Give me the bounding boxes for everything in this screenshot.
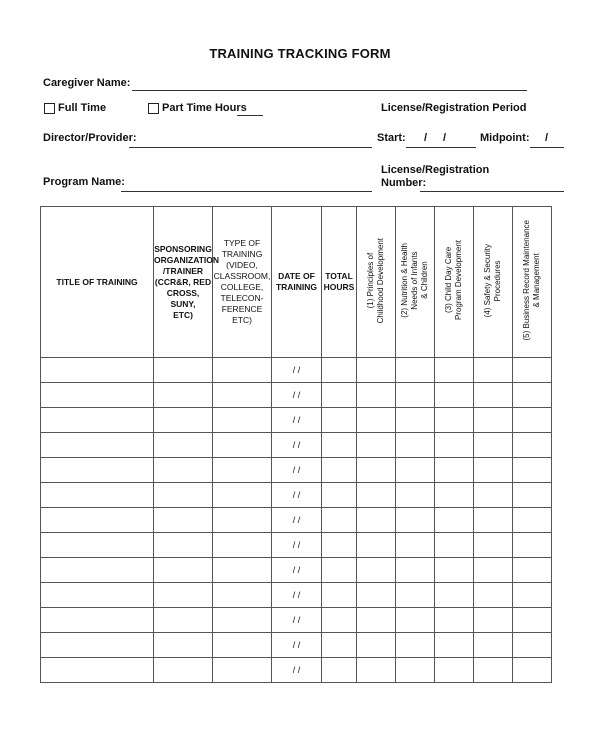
header-nutrition-health: (2) Nutrition & Health Needs of Infants & Children <box>396 207 435 358</box>
table-cell[interactable] <box>322 658 357 683</box>
license-number-label: License/Registration Number: <box>381 164 490 189</box>
table-row <box>41 383 552 408</box>
table-cell[interactable] <box>513 658 552 683</box>
table-cell[interactable] <box>513 508 552 533</box>
table-row <box>41 633 552 658</box>
table-cell[interactable] <box>357 583 396 608</box>
table-cell[interactable] <box>474 433 513 458</box>
table-cell[interactable] <box>513 608 552 633</box>
table-cell[interactable] <box>322 433 357 458</box>
full-time-label: Full Time <box>58 102 107 114</box>
start-date-slash-2: / <box>443 132 447 144</box>
table-cell[interactable] <box>513 633 552 658</box>
table-cell[interactable] <box>396 358 435 383</box>
table-cell[interactable] <box>154 383 213 408</box>
table-cell[interactable] <box>154 533 213 558</box>
table-cell[interactable] <box>474 408 513 433</box>
table-row <box>41 408 552 433</box>
table-cell[interactable] <box>513 458 552 483</box>
date-cell[interactable]: / / <box>272 433 322 458</box>
director-provider-label: Director/Provider: <box>43 132 137 144</box>
table-row <box>41 483 552 508</box>
header-total-hours: TOTAL HOURS <box>322 207 357 358</box>
table-cell[interactable] <box>213 533 272 558</box>
start-date-field[interactable] <box>406 147 476 148</box>
date-cell[interactable]: / / <box>272 533 322 558</box>
table-cell[interactable] <box>154 433 213 458</box>
table-cell[interactable] <box>435 608 474 633</box>
program-name-label: Program Name: <box>43 176 125 188</box>
table-cell[interactable] <box>322 558 357 583</box>
part-time-hours-field[interactable] <box>237 115 263 116</box>
table-cell[interactable] <box>396 508 435 533</box>
license-period-label: License/Registration Period <box>381 102 527 114</box>
date-cell[interactable]: / / <box>272 658 322 683</box>
table-cell[interactable] <box>41 433 154 458</box>
table-cell[interactable] <box>396 558 435 583</box>
table-cell[interactable] <box>474 633 513 658</box>
table-cell[interactable] <box>474 483 513 508</box>
table-cell[interactable] <box>435 558 474 583</box>
table-cell[interactable] <box>213 458 272 483</box>
table-cell[interactable] <box>435 408 474 433</box>
table-cell[interactable] <box>513 358 552 383</box>
table-cell[interactable] <box>435 533 474 558</box>
table-cell[interactable] <box>154 583 213 608</box>
date-cell[interactable]: / / <box>272 458 322 483</box>
table-cell[interactable] <box>513 558 552 583</box>
table-cell[interactable] <box>41 483 154 508</box>
table-cell[interactable] <box>435 458 474 483</box>
table-cell[interactable] <box>357 633 396 658</box>
table-cell[interactable] <box>357 608 396 633</box>
table-cell[interactable] <box>357 483 396 508</box>
date-cell[interactable]: / / <box>272 583 322 608</box>
table-cell[interactable] <box>322 358 357 383</box>
table-cell[interactable] <box>396 633 435 658</box>
training-table <box>40 206 552 683</box>
start-label: Start: <box>377 132 406 144</box>
table-cell[interactable] <box>435 508 474 533</box>
table-cell[interactable] <box>322 533 357 558</box>
table-cell[interactable] <box>435 383 474 408</box>
table-cell[interactable] <box>474 458 513 483</box>
table-cell[interactable] <box>41 408 154 433</box>
table-cell[interactable] <box>41 508 154 533</box>
header-program-development: (3) Child Day Care Program Development <box>435 207 474 358</box>
table-cell[interactable] <box>357 558 396 583</box>
table-row <box>41 583 552 608</box>
table-cell[interactable] <box>322 583 357 608</box>
table-row <box>41 533 552 558</box>
table-cell[interactable] <box>435 658 474 683</box>
date-cell[interactable]: / / <box>272 608 322 633</box>
table-cell[interactable] <box>213 508 272 533</box>
table-cell[interactable] <box>474 608 513 633</box>
table-cell[interactable] <box>41 533 154 558</box>
table-cell[interactable] <box>213 608 272 633</box>
table-cell[interactable] <box>357 508 396 533</box>
form-title: TRAINING TRACKING FORM <box>209 46 391 61</box>
table-row <box>41 358 552 383</box>
table-cell[interactable] <box>357 383 396 408</box>
table-cell[interactable] <box>513 583 552 608</box>
table-cell[interactable] <box>474 658 513 683</box>
table-cell[interactable] <box>41 633 154 658</box>
table-cell[interactable] <box>396 583 435 608</box>
table-cell[interactable] <box>357 433 396 458</box>
header-type-of-training: TYPE OF TRAINING (VIDEO, CLASSROOM, COLLEGE, TELECON- FERENCE ETC) <box>213 207 272 358</box>
table-cell[interactable] <box>435 433 474 458</box>
table-cell[interactable] <box>513 433 552 458</box>
table-cell[interactable] <box>396 433 435 458</box>
table-row <box>41 608 552 633</box>
date-cell[interactable]: / / <box>272 633 322 658</box>
table-cell[interactable] <box>513 383 552 408</box>
table-cell[interactable] <box>213 383 272 408</box>
table-cell[interactable] <box>154 408 213 433</box>
table-cell[interactable] <box>41 583 154 608</box>
header-date-of-training: DATE OF TRAINING <box>272 207 322 358</box>
table-cell[interactable] <box>41 608 154 633</box>
table-cell[interactable] <box>396 533 435 558</box>
table-cell[interactable] <box>322 383 357 408</box>
license-number-field[interactable] <box>420 191 564 192</box>
part-time-label: Part Time Hours <box>162 102 247 114</box>
date-cell[interactable]: / / <box>272 483 322 508</box>
table-cell[interactable] <box>474 358 513 383</box>
table-cell[interactable] <box>435 633 474 658</box>
table-row <box>41 433 552 458</box>
table-cell[interactable] <box>154 558 213 583</box>
table-cell[interactable] <box>396 383 435 408</box>
table-cell[interactable] <box>154 658 213 683</box>
table-cell[interactable] <box>154 358 213 383</box>
table-row <box>41 508 552 533</box>
director-provider-field[interactable] <box>129 147 372 148</box>
table-cell[interactable] <box>213 358 272 383</box>
table-cell[interactable] <box>154 508 213 533</box>
part-time-checkbox[interactable] <box>148 103 159 114</box>
table-cell[interactable] <box>357 458 396 483</box>
date-cell[interactable]: / / <box>272 383 322 408</box>
caregiver-name-label: Caregiver Name: <box>43 77 131 89</box>
table-row <box>41 658 552 683</box>
table-cell[interactable] <box>322 508 357 533</box>
table-cell[interactable] <box>396 483 435 508</box>
table-cell[interactable] <box>213 583 272 608</box>
table-cell[interactable] <box>435 358 474 383</box>
header-safety-security: (4) Safety & Security Procedures <box>474 207 513 358</box>
table-cell[interactable] <box>213 558 272 583</box>
table-cell[interactable] <box>396 608 435 633</box>
table-cell[interactable] <box>322 408 357 433</box>
date-cell[interactable]: / / <box>272 358 322 383</box>
table-cell[interactable] <box>154 483 213 508</box>
table-cell[interactable] <box>513 483 552 508</box>
table-cell[interactable] <box>213 658 272 683</box>
table-cell[interactable] <box>396 458 435 483</box>
table-cell[interactable] <box>213 433 272 458</box>
full-time-checkbox[interactable] <box>44 103 55 114</box>
program-name-field[interactable] <box>121 191 372 192</box>
header-sponsoring-organization: SPONSORING ORGANIZATION /TRAINER (CCR&R, RED CROSS, SUNY, ETC) <box>154 207 213 358</box>
table-cell[interactable] <box>322 483 357 508</box>
table-cell[interactable] <box>474 533 513 558</box>
table-cell[interactable] <box>41 658 154 683</box>
table-cell[interactable] <box>213 408 272 433</box>
table-row <box>41 458 552 483</box>
table-cell[interactable] <box>435 583 474 608</box>
table-cell[interactable] <box>474 558 513 583</box>
table-cell[interactable] <box>41 558 154 583</box>
table-cell[interactable] <box>357 533 396 558</box>
table-row <box>41 558 552 583</box>
table-cell[interactable] <box>213 483 272 508</box>
table-cell[interactable] <box>435 483 474 508</box>
midpoint-date-slash: / <box>545 132 549 144</box>
table-cell[interactable] <box>322 608 357 633</box>
header-title-of-training: TITLE OF TRAINING <box>41 207 154 358</box>
midpoint-label: Midpoint: <box>480 132 530 144</box>
date-cell[interactable]: / / <box>272 408 322 433</box>
table-header-row <box>41 207 552 358</box>
date-cell[interactable]: / / <box>272 558 322 583</box>
table-cell[interactable] <box>322 633 357 658</box>
table-cell[interactable] <box>513 533 552 558</box>
table-cell[interactable] <box>474 383 513 408</box>
start-date-slash-1: / <box>424 132 428 144</box>
header-business-records: (5) Business Record Maintenance & Management <box>513 207 552 358</box>
table-cell[interactable] <box>41 383 154 408</box>
table-cell[interactable] <box>357 408 396 433</box>
table-cell[interactable] <box>154 633 213 658</box>
table-cell[interactable] <box>41 458 154 483</box>
table-cell[interactable] <box>357 358 396 383</box>
table-cell[interactable] <box>154 458 213 483</box>
table-cell[interactable] <box>396 658 435 683</box>
table-cell[interactable] <box>322 458 357 483</box>
midpoint-date-field[interactable] <box>530 147 564 148</box>
table-cell[interactable] <box>474 508 513 533</box>
header-childhood-development: (1) Principles of Childhood Development <box>357 207 396 358</box>
table-cell[interactable] <box>213 633 272 658</box>
table-cell[interactable] <box>41 358 154 383</box>
table-cell[interactable] <box>357 658 396 683</box>
table-cell[interactable] <box>513 408 552 433</box>
caregiver-name-field[interactable] <box>132 90 527 91</box>
table-cell[interactable] <box>154 608 213 633</box>
table-cell[interactable] <box>396 408 435 433</box>
date-cell[interactable]: / / <box>272 508 322 533</box>
table-cell[interactable] <box>474 583 513 608</box>
